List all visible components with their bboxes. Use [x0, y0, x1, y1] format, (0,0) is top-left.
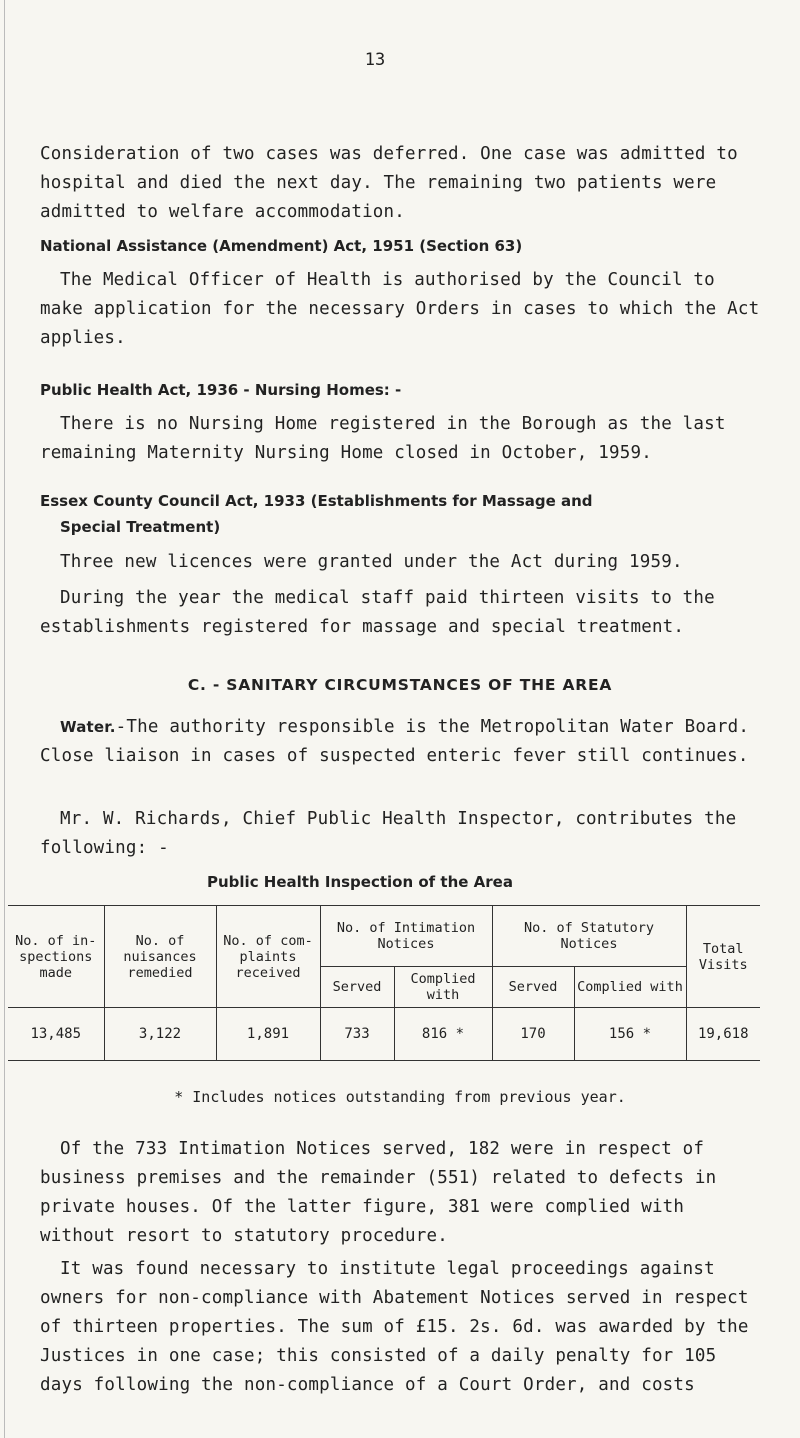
paragraph-visits: During the year the medical staff paid thirteen visits to the establishments registered for massage and special treatment.: [40, 588, 715, 637]
paragraph-licences: Three new licences were granted under the Act during 1959.: [60, 552, 683, 572]
header-inspections: No. of in- spections made: [8, 906, 104, 1008]
heading-national-assistance: National Assistance (Amendment) Act, 1951 (Section 63): [40, 237, 523, 255]
table-caption: Public Health Inspection of the Area: [207, 873, 513, 891]
page-number: 13: [364, 50, 386, 70]
paragraph-water: [40, 713, 760, 771]
header-nuisances: No. of nuisances remedied: [104, 906, 216, 1008]
paragraph-nursing-homes: There is no Nursing Home registered in the Borough as the last remaining Maternity Nursing Home closed in October, 1959.: [40, 414, 726, 463]
heading-nursing-homes: Public Health Act, 1936 - Nursing Homes: -: [40, 381, 402, 399]
binding-edge: [4, 0, 5, 1438]
paragraph-legal-proceedings: It was found necessary to institute legal proceedings against owners for non-compliance with Abatement Notices served in respect of thirteen properties. The sum of £15. 2s. 6d. was awarded by the Justices in one case; this consisted of a daily penalty for 105 days following the non-compliance of a Court Order, and costs: [40, 1259, 749, 1395]
paragraph-richards: Mr. W. Richards, Chief Public Health Inspector, contributes the following: -: [40, 809, 737, 858]
heading-essex-line2: Special Treatment): [60, 518, 221, 536]
cell-complaints: 1,891: [216, 1008, 320, 1061]
table-header-row: [8, 906, 760, 967]
water-label: Water.: [60, 718, 116, 736]
paragraph-national-assistance: The Medical Officer of Health is authorised by the Council to make application for the necessary Orders in cases to which the Act applies.: [40, 270, 760, 348]
table-footnote: * Includes notices outstanding from previous year.: [174, 1088, 626, 1106]
cell-statutory-complied: 156 *: [574, 1008, 686, 1061]
cell-nuisances: 3,122: [104, 1008, 216, 1061]
subheader-intimation-complied: Complied with: [394, 967, 492, 1008]
cell-intimation-complied: 816 *: [394, 1008, 492, 1061]
cell-inspections: 13,485: [8, 1008, 104, 1061]
intro-paragraph: Consideration of two cases was deferred. One case was admitted to hospital and died the next day. The remaining two patients were admitted to welfare accommodation.: [40, 144, 738, 222]
cell-total-visits: 19,618: [686, 1008, 760, 1061]
section-title: C. - SANITARY CIRCUMSTANCES OF THE AREA: [187, 676, 613, 694]
paragraph-intimation: Of the 733 Intimation Notices served, 182 were in respect of business premises and the remainder (551) related to defects in private houses. Of the latter figure, 381 were complied with without resort to statutory procedure.: [40, 1139, 717, 1246]
cell-statutory-served: 170: [492, 1008, 574, 1061]
header-statutory-notices: No. of Statutory Notices: [492, 906, 686, 967]
heading-essex-act: [40, 488, 760, 540]
water-text: -The authority responsible is the Metropolitan Water Board. Close liaison in cases of suspected enteric fever still continues.: [40, 717, 750, 766]
header-total-visits: Total Visits: [686, 906, 760, 1008]
inspection-table: [8, 905, 760, 1061]
subheader-statutory-served: Served: [492, 967, 574, 1008]
cell-intimation-served: 733: [320, 1008, 394, 1061]
header-intimation-notices: No. of Intimation Notices: [320, 906, 492, 967]
heading-essex-line1: Essex County Council Act, 1933 (Establishments for Massage and: [40, 492, 593, 510]
subheader-statutory-complied: Complied with: [574, 967, 686, 1008]
subheader-intimation-served: Served: [320, 967, 394, 1008]
header-complaints: No. of com- plaints received: [216, 906, 320, 1008]
table-row: [8, 1008, 760, 1061]
